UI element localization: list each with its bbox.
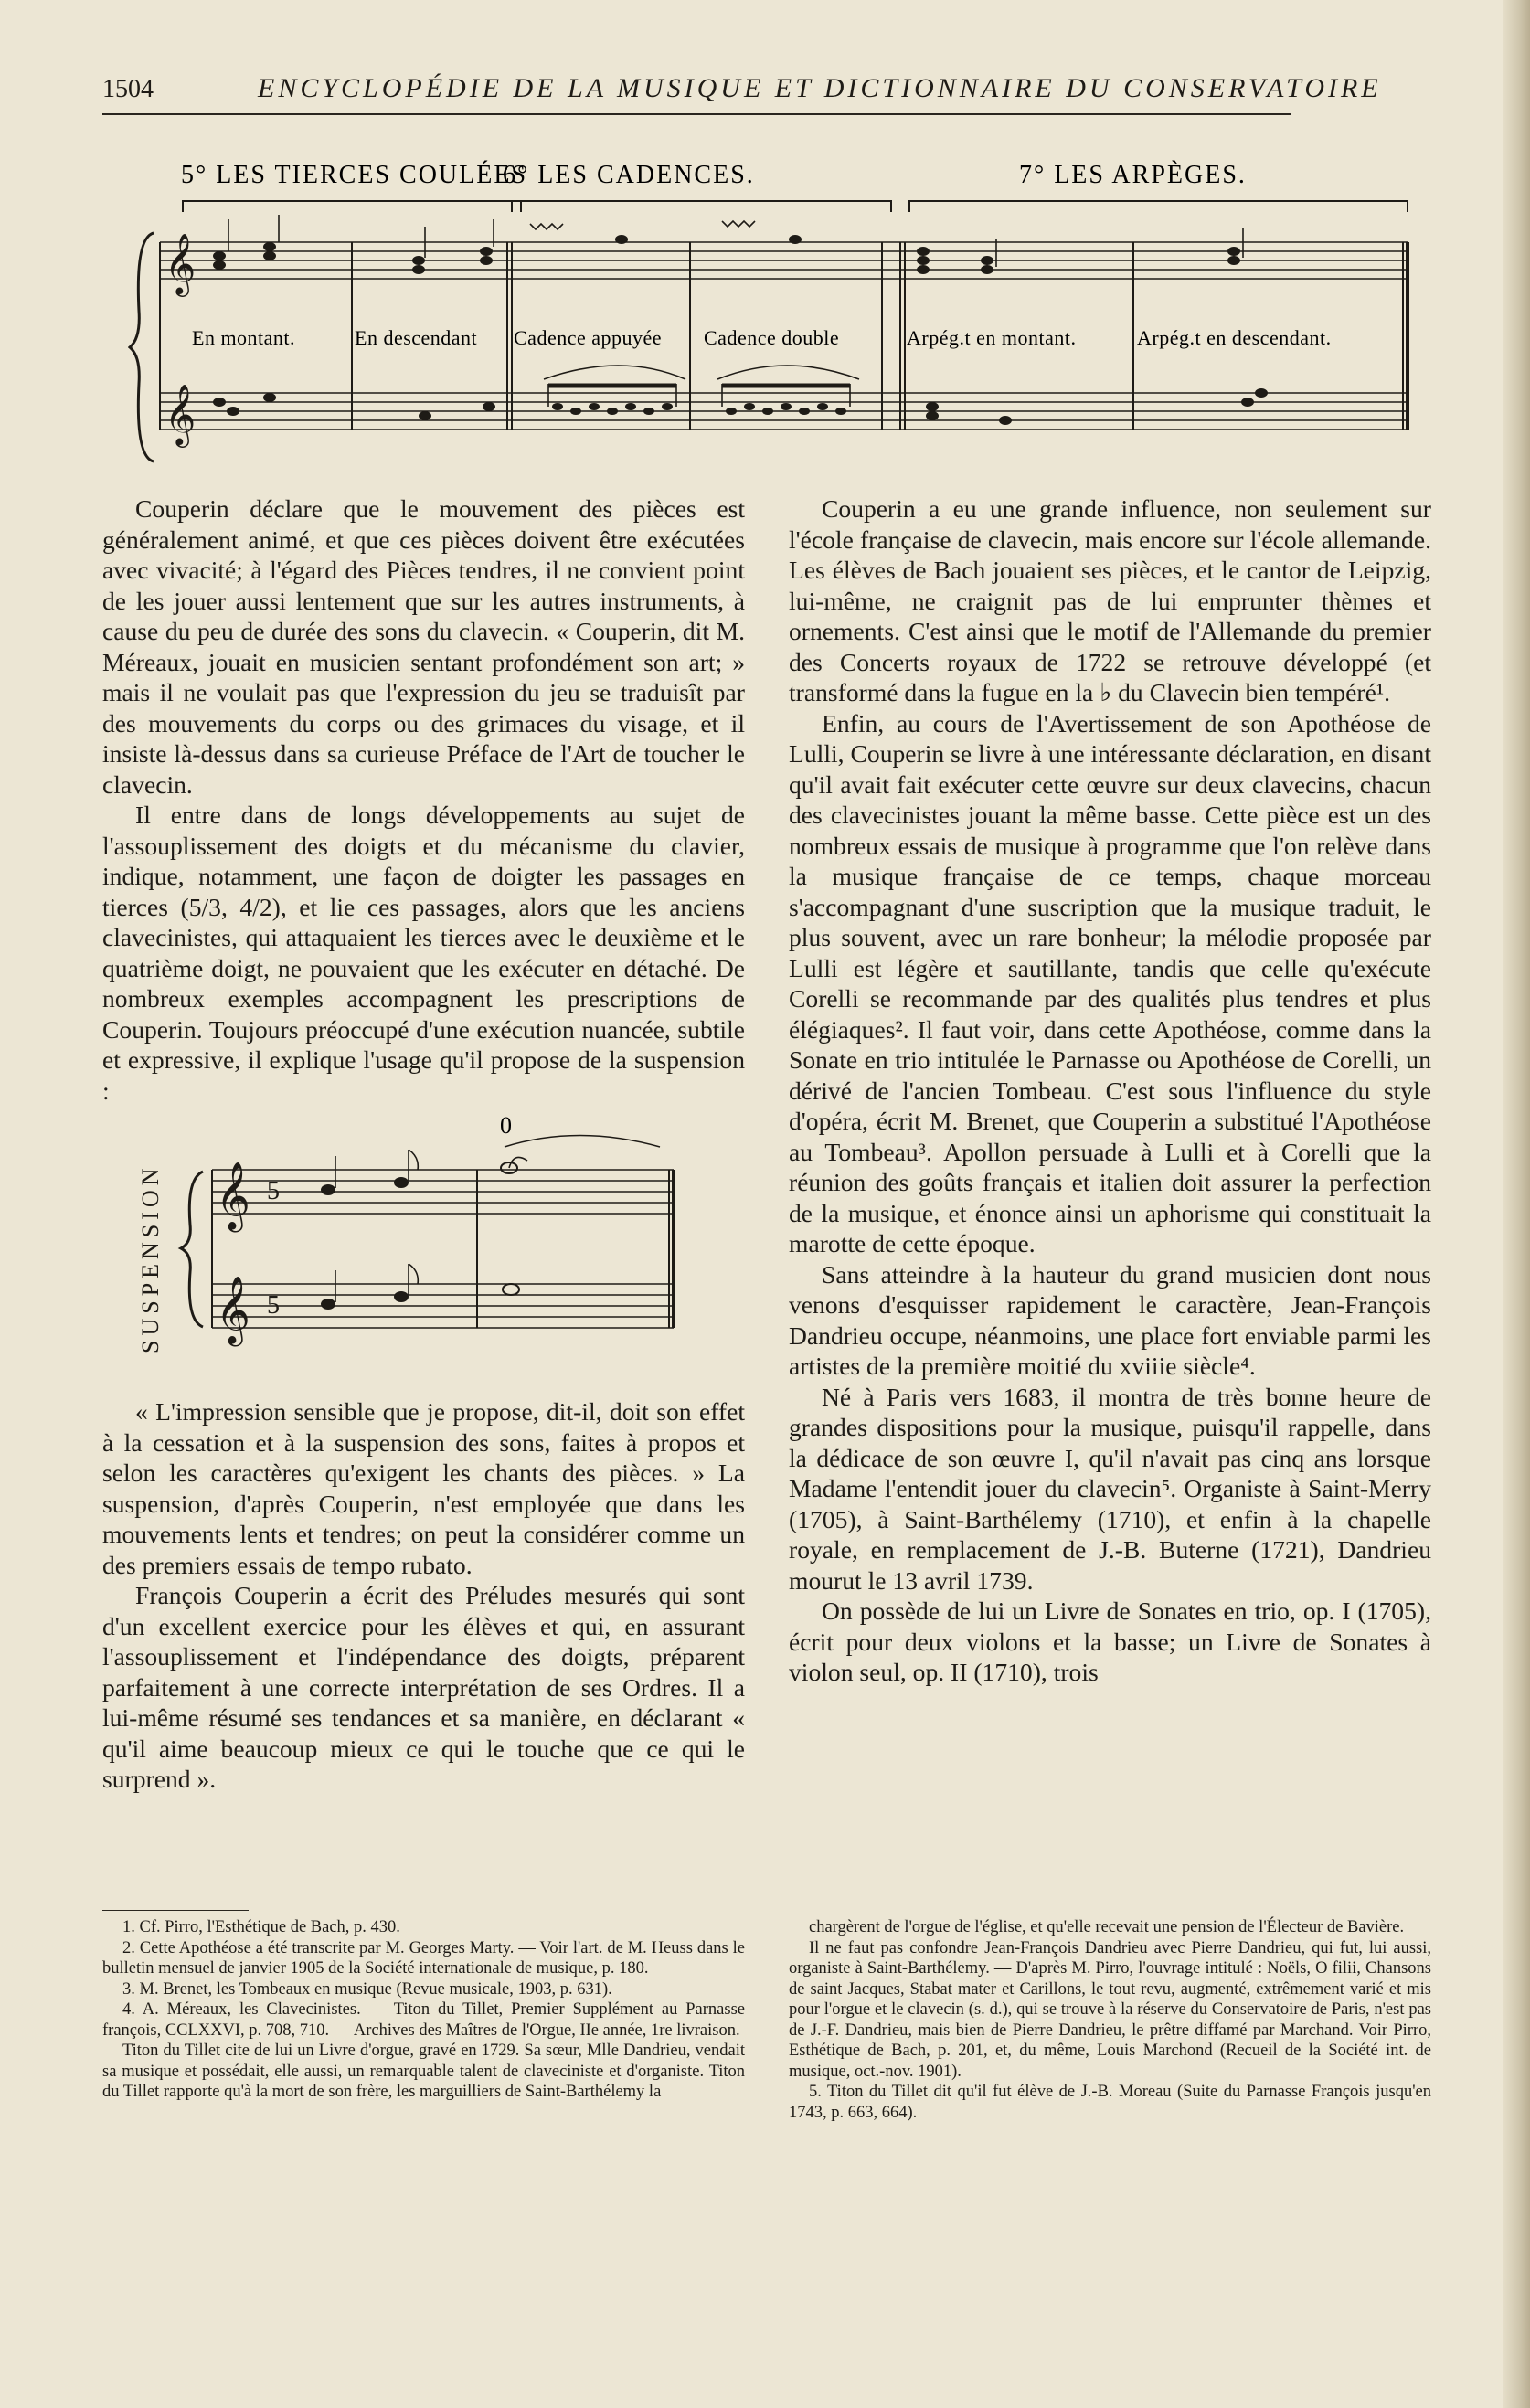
- ornament-score: [128, 155, 1426, 471]
- label-arpegement-descendant: Arpég.t en descendant.: [1137, 326, 1332, 349]
- svg-text:𝄞: 𝄞: [165, 383, 197, 445]
- footnote: 2. Cette Apothéose a été transcrite par M. Georges Marty. — Voir l'art. de M. Heuss dans le bulletin mensuel de janvier 1905 de la Société internationale de musique, p. 180.: [102, 1938, 745, 1978]
- running-head: [102, 68, 1382, 115]
- left-column: [102, 493, 745, 1795]
- journal-title: ENCYCLOPÉDIE DE LA MUSIQUE ET DICTIONNAIRE DU CONSERVATOIRE: [258, 73, 1382, 103]
- footnote: 4. A. Méreaux, les Clavecinistes. — Titon du Tillet, Premier Supplément au Parnasse françois, CCLXXVI, p. 708, 710. — Archives des Maîtres de l'Orgue, IIe année, 1re livraison.: [102, 2000, 745, 2040]
- section-7-title: 7° LES ARPÈGES.: [1019, 161, 1247, 189]
- label-cadence-double: Cadence double: [704, 326, 840, 349]
- footnote: 3. M. Brenet, les Tombeaux en musique (Revue musicale, 1903, p. 631).: [122, 1979, 612, 1999]
- paragraph: Couperin déclare que le mouvement des pièces est généralement animé, et que ces pièces doivent être exécutées avec vivacité; à l'égard des Pièces tendres, il ne convient point de les jouer aussi lentement que sur les autres instruments, à cause du peu de durée des sons du clavecin. « Couperin, dit M. Méreaux, jouait en musicien sentant profondément son art; » mais il ne voulait pas que l'expression du jeu se traduisît par des mouvements du corps ou des grimaces du visage, et il insiste là-dessus dans sa curieuse Préface de l'Art de toucher le clavecin.: [102, 494, 745, 799]
- paragraph: Sans atteindre à la hauteur du grand musicien dont nous venons d'esquisser rapidement le caractère, Jean-François Dandrieu occupe, néanmoins, une place fort enviable parmi les artistes de la première moitié du xviiie siècle⁴.: [789, 1259, 1431, 1380]
- suspension-label: SUSPENSION: [137, 1163, 164, 1353]
- footnote: 5. Titon du Tillet dit qu'il fut élève de J.-B. Moreau (Suite du Parnasse François jusqu'en 1743, p. 663, 664).: [789, 2083, 1431, 2122]
- svg-text:5: 5: [267, 1291, 280, 1320]
- svg-text:𝄞: 𝄞: [216, 1277, 250, 1344]
- footnote: Il ne faut pas confondre Jean-François Dandrieu avec Pierre Dandrieu, qui fut, lui aussi, organiste à Saint-Barthélemy. — D'après M. Pirro, l'ouvrage intitulé : Noëls, O filii, Chansons de saint Jacques, Stabat mater et Carillons, le tout revu, augmenté, extrêmement varié et mis pour l'orgue et le clavecin (s. d.), qui se trouve à la réserve du Conservatoire de Paris, n'est pas de J.-F. Dandrieu, mais bien de Pierre Dandrieu, le prêtre diffamé par Marchand. Voir Pirro, Esthétique de Bach, p. 201, et, du même, Louis Marchond (Recueil de la Société int. de musique, oct.-nov. 1901).: [789, 1938, 1431, 2081]
- paragraph: « L'impression sensible que je propose, dit-il, doit son effet à la cessation et à la suspension des sons, faites à propos et selon les caractères qu'exigent les chants des pièces. » La suspension, d'après Couperin, n'est employée que dans les mouvements lents et tendres; on peut la considérer comme un des premiers essais de tempo rubato.: [102, 1397, 745, 1579]
- svg-text:𝄞: 𝄞: [216, 1162, 250, 1230]
- page-number: 1504: [102, 75, 154, 103]
- footnote: Titon du Tillet cite de lui un Livre d'orgue, gravé en 1729. Sa sœur, Mlle Dandrieu, vendait sa musique et possédait, elle aussi, un remarquable talent de claveciniste et d'organiste. Titon du Tillet rapporte qu'à la mort de son frère, les marguilliers de Saint-Barthélemy la: [102, 2042, 745, 2101]
- footnote: 1. Cf. Pirro, l'Esthétique de Bach, p. 430.: [122, 1918, 400, 1936]
- suspension-example: [102, 1115, 745, 1389]
- right-column: [789, 493, 1431, 1688]
- paragraph: François Couperin a écrit des Préludes mesurés qui sont d'un excellent exercice pour les élèves et qui, en assurant l'assouplissement et l'indépendance des doigts, préparent parfaitement à une correcte interprétation de ses Ordres. Il a lui-même résumé ses tendances et sa manière, en déclarant « qu'il aime beaucoup mieux ce qui le touche que ce qui le surprend ».: [102, 1581, 745, 1793]
- svg-text:𝄞: 𝄞: [165, 232, 197, 294]
- paragraph: Né à Paris vers 1683, il montra de très bonne heure de grandes dispositions pour la musique, puisqu'il rappelle, dans la dédicace de son œuvre I, qu'il n'avait pas cinq ans lorsque Madame l'entendit jouer du clavecin⁵. Organiste à Saint-Merry (1705), à Saint-Barthélemy (1710), et enfin à la chapelle royale, en remplacement de J.-B. Buterne (1721), Dandrieu mourut le 13 avril 1739.: [789, 1382, 1431, 1595]
- paragraph: Il entre dans de longs développements au sujet de l'assouplissement des doigts et du mécanisme du clavier, indique, notamment, une façon de doigter les passages en tierces (5/3, 4/2), et lie ces passages, alors que les anciens clavecinistes, qui attaquaient les tierces avec le deuxième et le quatrième doigt, ne pouvaient que les exécuter en détaché. De nombreux exemples accompagnent les prescriptions de Couperin. Toujours préoccupé d'une exécution nuancée, subtile et expressive, il explique l'usage qu'il propose de la suspension :: [102, 801, 745, 1105]
- paragraph: Enfin, au cours de l'Avertissement de son Apothéose de Lulli, Couperin se livre à une intéressante déclaration, en disant qu'il avait fait exécuter cette œuvre sur deux clavecins, chacun des clavecinistes jouant la même basse. Cette pièce est un des nombreux essais de musique à programme que l'on relève dans la musique française de ce temps, chaque morceau s'accompagnant d'une suscription que la musique traduit, le plus souvent, avec un rare bonheur; la mélodie proposée par Lulli est légère et sautillante, tandis que celle qu'exécute Corelli se recommande par des qualités plus tendres et plus élégiaques². Il faut voir, dans cette Apothéose, comme dans la Sonate en trio intitulée le Parnasse ou Apothéose de Corelli, un dérivé de l'ancien Tombeau. C'est sous l'influence du style d'opéra, écrit M. Brenet, que Couperin a substitué l'Apothéose au Tombeau³. Apollon persuade à Lulli et à Corelli que la réunion des goûts français et italien doit assurer la perfection de la musique, et énonce ainsi un aphorisme qui constituait la marotte de cette époque.: [789, 708, 1431, 1257]
- footnotes-right: [789, 1917, 1431, 2123]
- footnotes-left: [102, 1917, 745, 2103]
- label-en-montant: En montant.: [192, 326, 296, 349]
- page-edge: [1503, 0, 1530, 2408]
- footnote: chargèrent de l'orgue de l'église, et qu'elle recevait une pension de l'Électeur de Bavière.: [809, 1918, 1405, 1936]
- music-example: [128, 155, 1426, 471]
- label-cadence-appuyee: Cadence appuyée: [514, 326, 663, 349]
- paragraph: On possède de lui un Livre de Sonates en trio, op. I (1705), écrit pour deux violons et la basse; un Livre de Sonates à violon seul, op. II (1710), trois: [789, 1596, 1431, 1686]
- svg-text:5: 5: [267, 1177, 280, 1205]
- suspension-score: [175, 1115, 687, 1389]
- paragraph: Couperin a eu une grande influence, non seulement sur l'école française de clavecin, mais encore sur l'école allemande. Les élèves de Bach jouaient ses pièces, et le cantor de Leipzig, lui-même, ne craignit pas de lui emprunter thèmes et ornements. C'est ainsi que le motif de l'Allemande du premier des Concerts royaux de 1722 se retrouve développé (et transformé dans la fugue en la ♭ du Clavecin bien tempéré¹.: [789, 494, 1431, 706]
- label-en-descendant: En descendant: [355, 326, 478, 349]
- label-arpegement-montant: Arpég.t en montant.: [907, 326, 1077, 349]
- footnote-rule: [102, 1910, 249, 1911]
- section-5-title: 5° LES TIERCES COULÉES: [181, 161, 528, 189]
- suspension-mark: 0: [500, 1115, 512, 1139]
- section-6-title: 6° LES CADENCES.: [503, 161, 755, 189]
